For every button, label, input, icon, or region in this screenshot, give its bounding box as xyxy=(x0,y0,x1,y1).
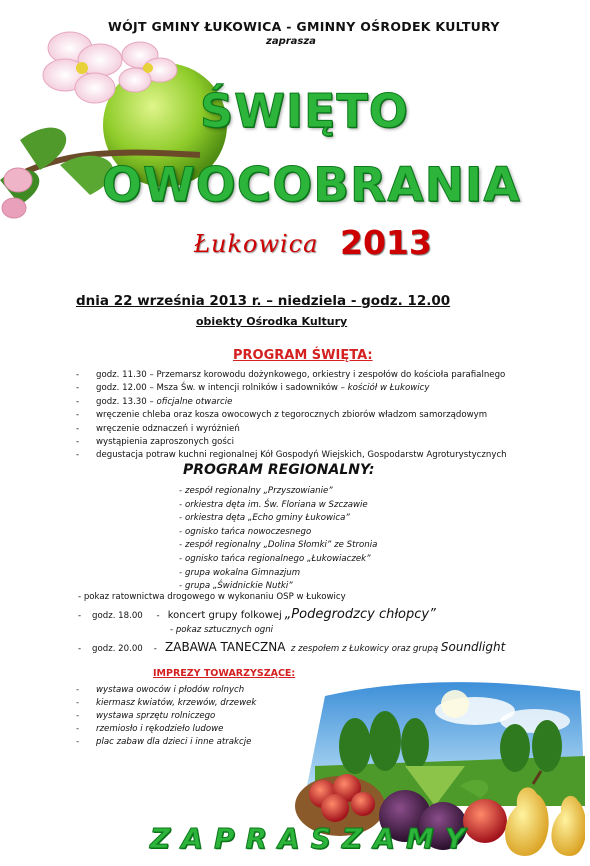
organizers-line: WÓJT GMINY ŁUKOWICA - GMINNY OŚRODEK KULTURY xyxy=(108,19,500,34)
regional-item: - orkiestra dęta im. Św. Floriana w Szczawie xyxy=(179,499,368,510)
title-line-1: ŚWIĘTO xyxy=(200,84,409,138)
program-item: - godz. 11.30 – Przemarsz korowodu dożynkowego, orkiestry i zespołów do kościoła parafialnego xyxy=(76,370,506,380)
side-event-item: - plac zabaw dla dzieci i inne atrakcje xyxy=(76,736,252,747)
side-event-item: - wystawa sprzętu rolniczego xyxy=(76,710,216,721)
regional-item: - grupa „Świdnickie Nutki” xyxy=(179,581,293,592)
event-date-line: dnia 22 września 2013 r. – niedziela - godz. 12.00 xyxy=(76,293,451,309)
title-line-2: OWOCOBRANIA xyxy=(102,158,521,213)
regional-list xyxy=(179,485,378,594)
regional-heading: PROGRAM REGIONALNY: xyxy=(183,462,375,478)
concert-line: - godz. 18.00 - koncert grupy folkowej „Podegrodzcy chłopcy” xyxy=(78,607,436,622)
dance-line: - godz. 20.00 - ZABAWA TANECZNA z zespołem z Łukowicy oraz grupą Soundlight xyxy=(78,640,506,654)
regional-item: - grupa wokalna Gimnazjum xyxy=(179,567,301,578)
welcome-footer: ZAPRASZAMY xyxy=(150,822,477,855)
side-event-item: - kiermasz kwiatów, krzewów, drzewek xyxy=(76,697,257,708)
program-item: - wręczenie odznaczeń i wyróżnień xyxy=(76,423,240,434)
program-item: - godz. 12.00 – Msza Św. w intencji rolników i sadowników – kościół w Łukowicy xyxy=(76,383,430,394)
regional-item: - zespół regionalny „Dolina Słomki” ze Stronia xyxy=(179,540,378,551)
side-event-item: - wystawa owoców i płodów rolnych xyxy=(76,685,245,695)
place-name: Łukowica xyxy=(194,230,319,258)
venue-line: obiekty Ośrodka Kultury xyxy=(196,315,348,328)
fireworks-line: - pokaz sztucznych ogni xyxy=(170,625,274,635)
program-item: - wręczenie chleba oraz kosza owocowych z tegorocznych zbiorów władzom samorządowym xyxy=(76,410,488,421)
program-list xyxy=(76,369,507,463)
program-item: - wystąpienia zaproszonych gości xyxy=(76,437,235,448)
regional-item: - zespół regionalny „Przyszowianie” xyxy=(179,486,333,496)
regional-item: - orkiestra dęta „Echo gminy Łukowica” xyxy=(179,513,350,524)
program-heading: PROGRAM ŚWIĘTA: xyxy=(233,348,373,363)
event-year: 2013 xyxy=(340,223,432,262)
rescue-show-line: - pokaz ratownictwa drogowego w wykonaniu OSP w Łukowicy xyxy=(78,592,346,602)
regional-item: - ognisko tańca regionalnego „Łukowiaczek” xyxy=(179,553,371,564)
program-item: - godz. 13.30 – oficjalne otwarcie xyxy=(76,396,233,407)
regional-item: - ognisko tańca nowoczesnego xyxy=(179,526,312,537)
invites-text: zaprasza xyxy=(266,36,316,47)
side-event-item: - rzemiosło i rękodzieło ludowe xyxy=(76,723,224,734)
program-item: - degustacja potraw kuchni regionalnej Kół Gospodyń Wiejskich, Gospodarstw Agroturystycznych xyxy=(76,450,507,461)
side-events-heading: IMPREZY TOWARZYSZĄCE: xyxy=(153,668,296,679)
side-events-list xyxy=(76,684,257,749)
